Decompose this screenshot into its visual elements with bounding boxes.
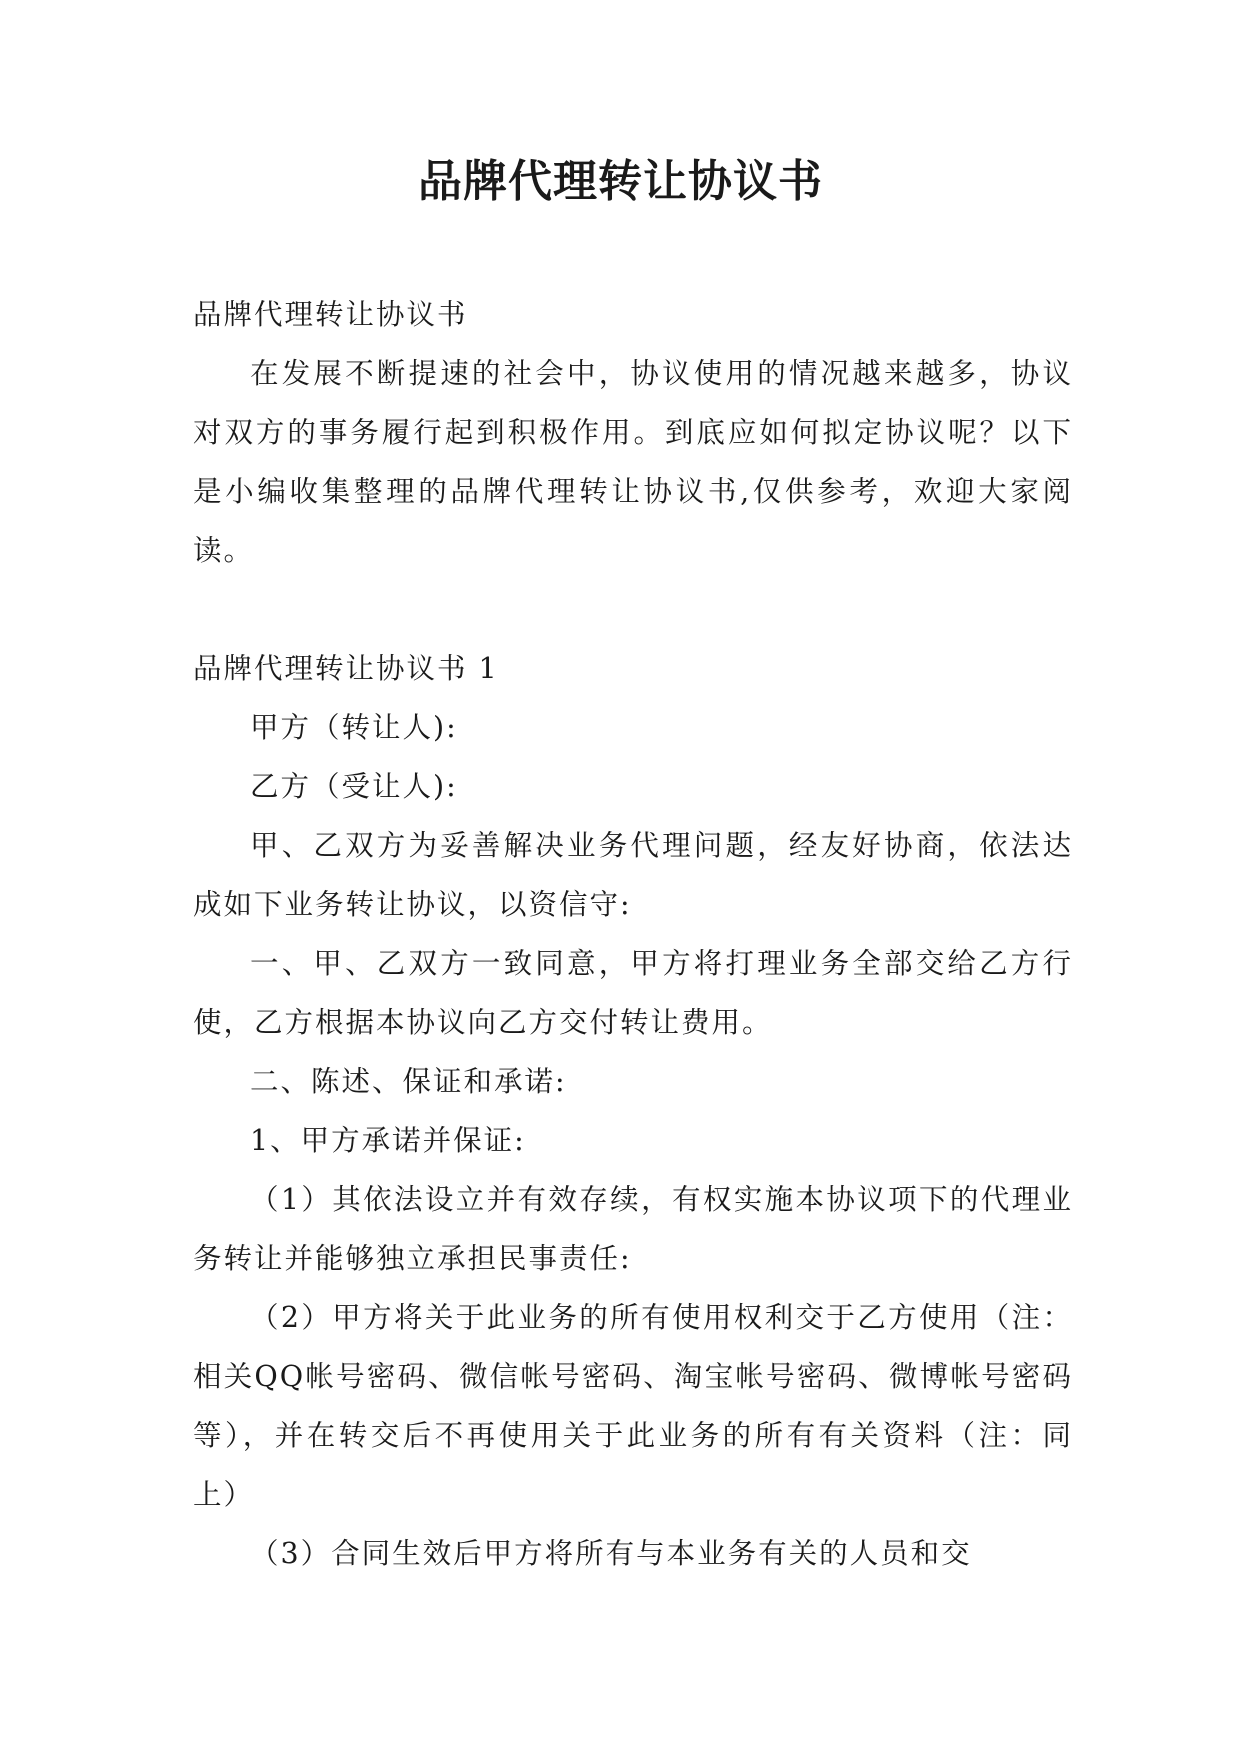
document-body <box>193 285 1073 1583</box>
clause-item-1: （1）其依法设立并有效存续，有权实施本协议项下的代理业务转让并能够独立承担民事责任: <box>193 1183 1073 1275</box>
clause-2-1-heading: 1、甲方承诺并保证: <box>250 1124 526 1157</box>
clause-1-paragraph: 一、甲、乙双方一致同意，甲方将打理业务全部交给乙方行使，乙方根据本协议向乙方交付转让费用。 <box>193 947 1073 1039</box>
clause-2-heading: 二、陈述、保证和承诺: <box>250 1065 567 1098</box>
clause-item-2: （2）甲方将关于此业务的所有使用权利交于乙方使用（注：相关QQ帐号密码、微信帐号密码、淘宝帐号密码、微博帐号密码等），并在转交后不再使用关于此业务的所有有关资料（注：同上） <box>193 1301 1073 1511</box>
section-heading: 品牌代理转让协议书 1 <box>193 652 499 685</box>
paragraph-spacer <box>193 580 1073 639</box>
party-b-line: 乙方（受让人): <box>250 770 458 803</box>
clause-item-3: （3）合同生效后甲方将所有与本业务有关的人员和交 <box>250 1537 972 1570</box>
document-title: 品牌代理转让协议书 <box>418 156 823 207</box>
preamble-paragraph: 甲、乙双方为妥善解决业务代理问题，经友好协商，依法达成如下业务转让协议，以资信守: <box>193 829 1073 921</box>
party-a-line: 甲方（转让人): <box>250 711 458 744</box>
intro-paragraph: 在发展不断提速的社会中，协议使用的情况越来越多，协议对双方的事务履行起到积极作用。到底应如何拟定协议呢？以下是小编收集整理的品牌代理转让协议书,仅供参考，欢迎大家阅读。 <box>193 357 1073 567</box>
subtitle-paragraph: 品牌代理转让协议书 <box>193 298 468 331</box>
